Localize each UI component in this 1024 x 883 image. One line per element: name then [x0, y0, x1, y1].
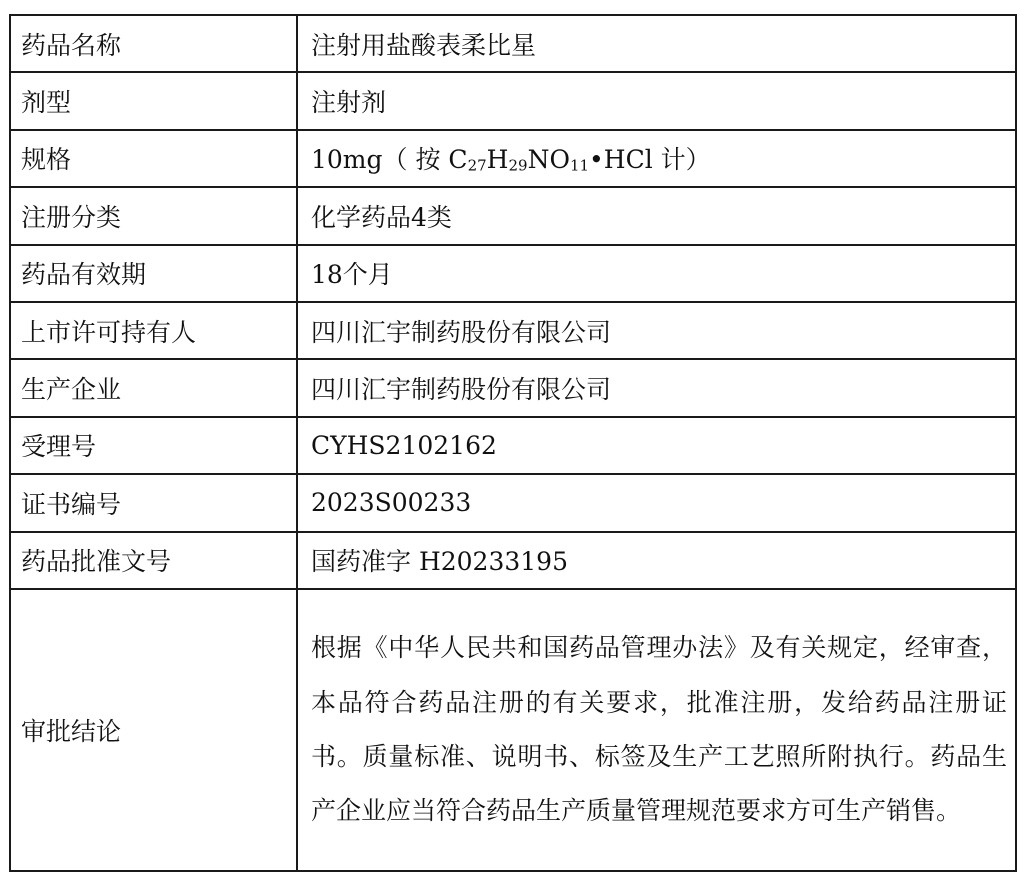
field-value: 18个月	[297, 245, 1016, 302]
formula-h-count: 29	[508, 156, 528, 175]
specification-value	[297, 130, 1016, 187]
field-value: 2023S00233	[297, 474, 1016, 531]
table-row	[10, 302, 1016, 359]
field-label: 药品名称	[10, 15, 297, 72]
table-row	[10, 359, 1016, 416]
formula-no: NO	[527, 145, 570, 175]
field-value: 注射用盐酸表柔比星	[297, 15, 1016, 72]
field-value: CYHS2102162	[297, 417, 1016, 474]
field-label: 证书编号	[10, 474, 297, 531]
field-label: 药品批准文号	[10, 532, 297, 589]
table-row	[10, 532, 1016, 589]
table-row	[10, 245, 1016, 302]
field-label: 受理号	[10, 417, 297, 474]
table-row	[10, 15, 1016, 72]
field-label: 剂型	[10, 72, 297, 129]
table-row	[10, 72, 1016, 129]
spec-prefix: 10mg（ 按	[311, 145, 449, 175]
field-label: 审批结论	[10, 589, 297, 871]
table-row	[10, 589, 1016, 871]
field-label: 生产企业	[10, 359, 297, 416]
field-value: 注射剂	[297, 72, 1016, 129]
table-row	[10, 130, 1016, 187]
field-value: 四川汇宇制药股份有限公司	[297, 359, 1016, 416]
field-value: 四川汇宇制药股份有限公司	[297, 302, 1016, 359]
formula-o-count: 11	[569, 156, 590, 175]
formula-c-count: 27	[467, 156, 487, 175]
table-row	[10, 187, 1016, 244]
field-label: 注册分类	[10, 187, 297, 244]
formula-h: H	[486, 145, 509, 175]
approval-conclusion-cell	[297, 589, 1016, 871]
formula-rest: •HCl	[589, 145, 653, 175]
field-label: 药品有效期	[10, 245, 297, 302]
field-value: 化学药品4类	[297, 187, 1016, 244]
drug-approval-table	[9, 14, 1017, 872]
table-row	[10, 417, 1016, 474]
field-value: 国药准字 H20233195	[297, 532, 1016, 589]
field-label: 上市许可持有人	[10, 302, 297, 359]
formula-c: C	[448, 145, 468, 175]
spec-suffix: 计）	[652, 145, 711, 175]
table-row	[10, 474, 1016, 531]
approval-conclusion-text: 根据《中华人民共和国药品管理办法》及有关规定，经审查，本品符合药品注册的有关要求，批准注册，发给药品注册证书。质量标准、说明书、标签及生产工艺照所附执行。药品生产企业应当符合药品生产质量管理规范要求方可生产销售。	[311, 633, 1007, 826]
field-label: 规格	[10, 130, 297, 187]
